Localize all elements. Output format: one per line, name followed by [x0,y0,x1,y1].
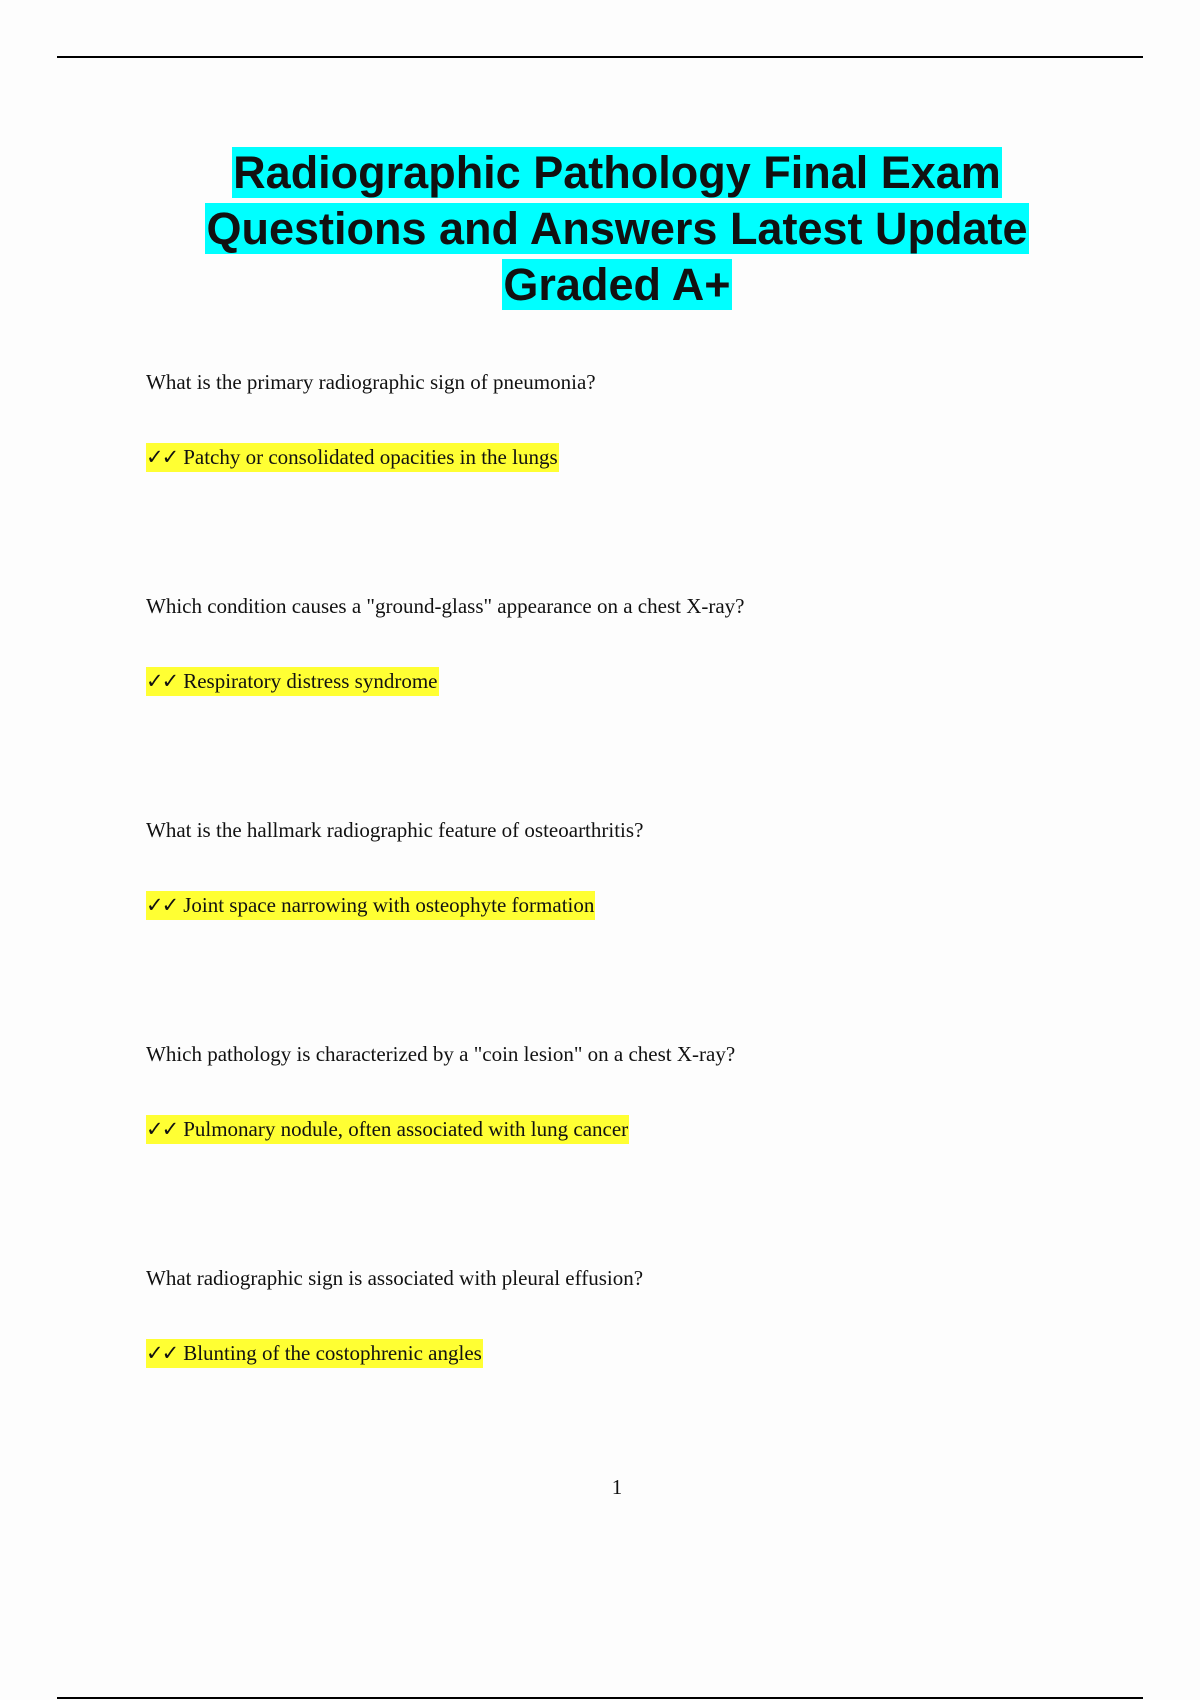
qa-item [146,368,1136,471]
answer-text [146,667,1136,695]
question-text: Which pathology is characterized by a "coin lesion" on a chest X-ray? [146,1042,736,1066]
answer-label: Respiratory distress syndrome [183,669,438,693]
answer-highlight [146,443,559,472]
title-line-2: Questions and Answers Latest Update [206,203,1028,254]
title-line-1: Radiographic Pathology Final Exam [233,147,1001,198]
answer-highlight [146,891,595,920]
document-title [100,145,1134,313]
answer-highlight [146,1339,483,1368]
double-check-icon: ✓✓ [146,669,178,693]
answer-label: Pulmonary nodule, often associated with lung cancer [183,1117,629,1141]
question-text: What is the primary radiographic sign of pneumonia? [146,370,596,394]
answer-text [146,1339,1136,1367]
qa-item [146,1040,1136,1143]
double-check-icon: ✓✓ [146,893,178,917]
qa-item [146,816,1136,919]
question-text: Which condition causes a "ground-glass" appearance on a chest X-ray? [146,594,745,618]
question-text: What is the hallmark radiographic feature of osteoarthritis? [146,818,644,842]
answer-text [146,443,1136,471]
answer-highlight [146,667,439,696]
answer-label: Blunting of the costophrenic angles [183,1341,482,1365]
qa-item [146,1264,1136,1367]
answer-label: Patchy or consolidated opacities in the lungs [183,445,558,469]
title-line-3: Graded A+ [503,259,731,310]
double-check-icon: ✓✓ [146,1341,178,1365]
answer-highlight [146,1115,629,1144]
question-text: What radiographic sign is associated with pleural effusion? [146,1266,644,1290]
page-number: 1 [611,1475,623,1499]
double-check-icon: ✓✓ [146,445,178,469]
bottom-rule [57,1697,1143,1699]
answer-text [146,1115,1136,1143]
answer-label: Joint space narrowing with osteophyte formation [183,893,595,917]
answer-text [146,891,1136,919]
top-rule [57,56,1143,58]
qa-item [146,592,1136,695]
double-check-icon: ✓✓ [146,1117,178,1141]
